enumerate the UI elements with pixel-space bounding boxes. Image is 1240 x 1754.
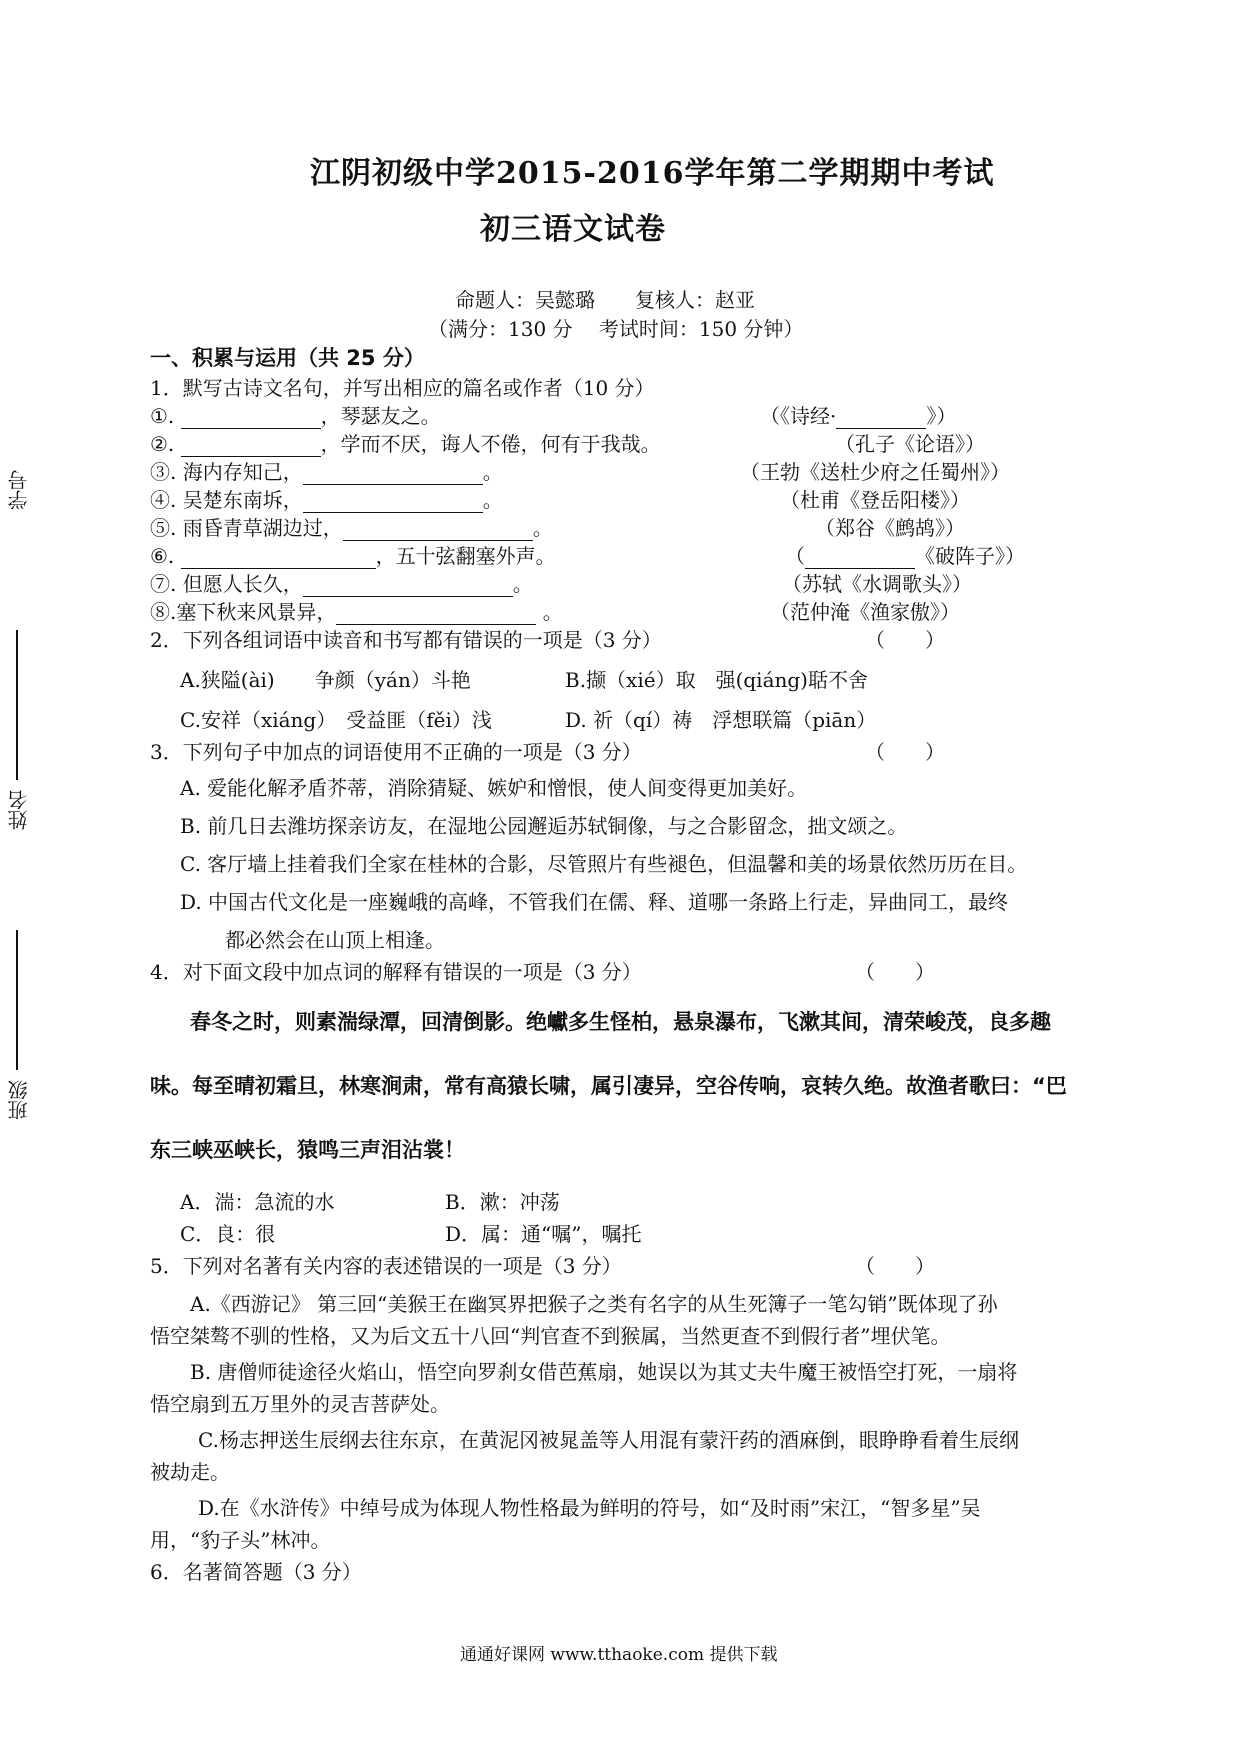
name-fill-line: [16, 630, 18, 780]
q1-source-8: （范仲淹《渔家傲》）: [770, 600, 960, 624]
q1-item-6: ⑥. ，五十弦翻塞外声。: [150, 544, 556, 568]
q4-stem: 4．对下面文段中加点词的解释有错误的一项是（3 分）: [150, 960, 642, 984]
q6-stem: 6．名著简答题（3 分）: [150, 1560, 362, 1584]
q2-option-a: A.狭隘(ài) 争颜（yán）斗艳: [180, 668, 471, 692]
answer-blank[interactable]: [303, 490, 483, 513]
q4-passage-line2: 味。每至晴初霜旦，林寒涧肃，常有高猿长啸，属引凄异，空谷传响，哀转久绝。故渔者歌曰：“巴: [150, 1074, 1067, 1098]
q1-source-3: （王勃《送杜少府之任蜀州》）: [740, 460, 1010, 484]
q1-source-2: （孔子《论语》）: [835, 432, 985, 456]
class-fill-line: [16, 930, 18, 1070]
q2-stem: 2．下列各组词语中读音和书写都有错误的一项是（3 分）: [150, 628, 662, 652]
q1-item-8: ⑧.塞下秋来风景异， 。: [150, 600, 563, 624]
q4-passage-line1: 春冬之时，则素湍绿潭，回清倒影。绝巘多生怪柏，悬泉瀑布，飞漱其间，清荣峻茂，良多趣: [190, 1010, 1051, 1034]
q1-source-4: （杜甫《登岳阳楼》）: [780, 488, 970, 512]
exam-authors: 命题人：吴懿璐 复核人：赵亚: [455, 288, 755, 312]
student-no-label: 学号: [7, 470, 31, 510]
q4-answer-paren[interactable]: （ ）: [855, 960, 935, 984]
exam-title: 江阴初级中学2015-2016学年第二学期期中考试: [310, 156, 995, 191]
q4-passage-line3: 东三峡巫峡长，猿鸣三声泪沾裳！: [150, 1138, 465, 1162]
q3-option-a: A. 爱能化解矛盾芥蒂，消除猜疑、嫉妒和憎恨，使人间变得更加美好。: [180, 776, 808, 800]
q1-item-4: ④. 吴楚东南坼， 。: [150, 488, 503, 512]
answer-blank[interactable]: [181, 434, 321, 457]
q2-option-b: B.撷（xié）取 强(qiáng)聒不舍: [565, 668, 868, 692]
q5-option-b-cont: 悟空扇到五万里外的灵吉菩萨处。: [150, 1392, 450, 1416]
q3-option-c: C. 客厅墙上挂着我们全家在桂林的合影，尽管照片有些褪色，但温馨和美的场景依然历历在目。: [180, 852, 1028, 876]
q1-source-5: （郑谷《鹧鸪》）: [815, 516, 965, 540]
page-footer: 通通好课网 www.tthaoke.com 提供下载: [460, 1645, 778, 1665]
q5-option-d-cont: 用，“豹子头”林冲。: [150, 1528, 331, 1552]
q2-option-c: C.安祥（xiáng） 受益匪（fěi）浅: [180, 708, 492, 732]
exam-subtitle: 初三语文试卷: [480, 212, 666, 247]
q1-source-1: （《诗经· 》）: [760, 404, 957, 428]
q1-item-5: ⑤. 雨昏青草湖边过， 。: [150, 516, 553, 540]
answer-blank[interactable]: [836, 406, 926, 429]
q3-stem: 3．下列句子中加点的词语使用不正确的一项是（3 分）: [150, 740, 642, 764]
q2-option-d: D. 祈（qí）祷 浮想联篇（piān）: [565, 708, 877, 732]
q1-stem: 1．默写古诗文名句，并写出相应的篇名或作者（10 分）: [150, 376, 655, 400]
answer-blank[interactable]: [303, 574, 513, 597]
q3-option-b: B. 前几日去潍坊探亲访友，在湿地公园邂逅苏轼铜像，与之合影留念，拙文颂之。: [180, 814, 908, 838]
answer-blank[interactable]: [805, 546, 915, 569]
answer-blank[interactable]: [181, 406, 321, 429]
q2-answer-paren[interactable]: （ ）: [865, 628, 945, 652]
exam-meta: （满分：130 分 考试时间：150 分钟）: [428, 317, 804, 341]
answer-blank[interactable]: [343, 518, 533, 541]
answer-blank[interactable]: [336, 602, 536, 625]
q5-option-b: B. 唐僧师徒途径火焰山，悟空向罗刹女借芭蕉扇，她误以为其丈夫牛魔王被悟空打死，一扇将: [190, 1360, 1018, 1384]
q1-item-2: ②. ，学而不厌，诲人不倦，何有于我哉。: [150, 432, 661, 456]
q4-option-d: D．属：通“嘱”，嘱托: [445, 1222, 642, 1246]
q1-source-7: （苏轼《水调歌头》）: [782, 572, 972, 596]
q5-option-c-cont: 被劫走。: [150, 1460, 230, 1484]
q5-option-d: D.在《水浒传》中绰号成为体现人物性格最为鲜明的符号，如“及时雨”宋江，“智多星”吴: [198, 1496, 981, 1520]
q1-item-1: ①. ，琴瑟友之。: [150, 404, 441, 428]
q4-option-c: C．良：很: [180, 1222, 276, 1246]
class-label: 班级: [7, 1080, 31, 1120]
q1-source-6: （ 《破阵子》）: [785, 544, 1025, 568]
name-label: 姓名: [7, 790, 31, 830]
q4-option-a: A．湍：急流的水: [180, 1190, 335, 1214]
q5-option-a: A.《西游记》 第三回“美猴王在幽冥界把猴子之类有名字的从生死簿子一笔勾销”既体现了孙: [190, 1292, 998, 1316]
answer-blank[interactable]: [303, 462, 483, 485]
section-heading: 一、积累与运用（共 25 分）: [150, 346, 425, 370]
q3-option-d-cont: 都必然会在山顶上相逢。: [225, 928, 445, 952]
q1-item-3: ③. 海内存知己， 。: [150, 460, 503, 484]
q3-option-d: D. 中国古代文化是一座巍峨的高峰，不管我们在儒、释、道哪一条路上行走，异曲同工，最终: [180, 890, 1009, 914]
answer-blank[interactable]: [181, 546, 376, 569]
q5-answer-paren[interactable]: （ ）: [855, 1254, 935, 1278]
q5-option-a-cont: 悟空桀骜不驯的性格，又为后文五十八回“判官查不到猴属，当然更查不到假行者”埋伏笔。: [150, 1324, 951, 1348]
q5-stem: 5．下列对名著有关内容的表述错误的一项是（3 分）: [150, 1254, 622, 1278]
q5-option-c: C.杨志押送生辰纲去往东京，在黄泥冈被晁盖等人用混有蒙汗药的酒麻倒，眼睁睁看着生辰纲: [198, 1428, 1019, 1452]
q3-answer-paren[interactable]: （ ）: [865, 740, 945, 764]
q4-option-b: B．漱：冲荡: [445, 1190, 560, 1214]
q1-item-7: ⑦. 但愿人长久， 。: [150, 572, 533, 596]
